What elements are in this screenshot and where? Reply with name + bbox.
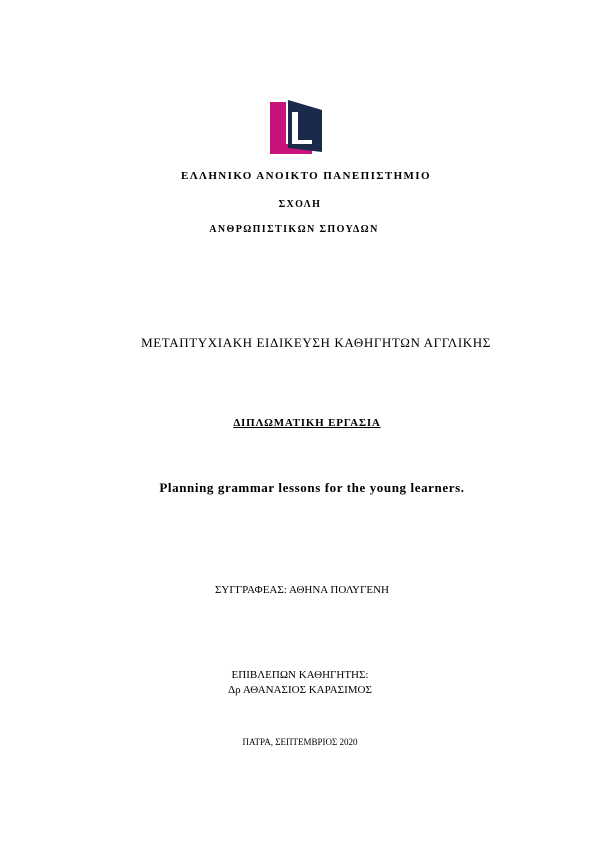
place-date: ΠΑΤΡΑ, ΣΕΠΤΕΜΒΡΙΟΣ 2020	[242, 737, 358, 747]
university-name: ΕΛΛΗΝΙΚΟ ΑΝΟΙΚΤΟ ΠΑΝΕΠΙΣΤΗΜΙΟ	[181, 170, 431, 182]
university-logo-icon	[268, 98, 324, 156]
document-type: ΔΙΠΛΩΜΑΤΙΚΗ ΕΡΓΑΣΙΑ	[233, 417, 381, 429]
author-line: ΣΥΓΓΡΑΦΕΑΣ: ΑΘΗΝΑ ΠΟΛΥΓΕΝΗ	[215, 584, 389, 596]
thesis-title: Planning grammar lessons for the young learners.	[159, 480, 465, 495]
school-label: ΣΧΟΛΗ	[278, 199, 322, 210]
program-name: ΜΕΤΑΠΤΥΧΙΑΚΗ ΕΙΔΙΚΕΥΣΗ ΚΑΘΗΓΗΤΩΝ ΑΓΓΛΙΚΗΣ	[141, 335, 491, 350]
supervisor-name: Δρ ΑΘΑΝΑΣΙΟΣ ΚΑΡΑΣΙΜΟΣ	[228, 684, 372, 696]
school-name: ΑΝΘΡΩΠΙΣΤΙΚΩΝ ΣΠΟΥΔΩΝ	[209, 224, 379, 235]
supervisor-label: ΕΠΙΒΛΕΠΩΝ ΚΑΘΗΓΗΤΗΣ:	[231, 669, 369, 681]
